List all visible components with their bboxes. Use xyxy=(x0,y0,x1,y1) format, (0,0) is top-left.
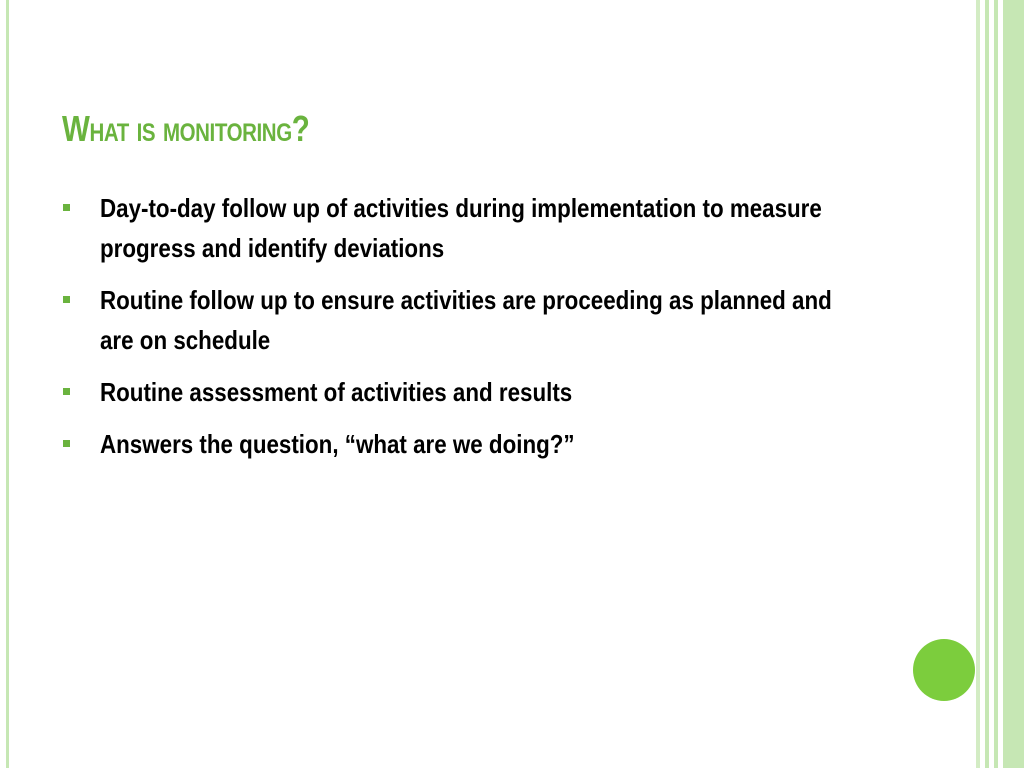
left-border-decoration xyxy=(6,0,9,768)
right-stripe-decoration xyxy=(994,0,998,768)
bullet-item xyxy=(60,280,890,360)
bullet-text: Routine follow up to ensure activities are proceeding as planned and are on schedule xyxy=(100,285,832,355)
bullet-text: Answers the question, “what are we doing?” xyxy=(100,429,575,459)
slide-title: What is monitoring? xyxy=(62,108,310,149)
square-bullet-icon xyxy=(63,440,70,447)
square-bullet-icon xyxy=(63,204,70,211)
bullet-list xyxy=(60,188,890,476)
bullet-text: Routine assessment of activities and results xyxy=(100,377,573,407)
bullet-item xyxy=(60,372,890,412)
right-stripe-decoration xyxy=(985,0,989,768)
bullet-item xyxy=(60,188,890,268)
bullet-item xyxy=(60,424,890,464)
green-circle-decoration xyxy=(913,639,975,701)
bullet-text: Day-to-day follow up of activities during implementation to measure progress and identify deviations xyxy=(100,193,822,263)
right-stripe-decoration xyxy=(1003,0,1024,768)
right-stripe-decoration xyxy=(976,0,980,768)
square-bullet-icon xyxy=(63,388,70,395)
square-bullet-icon xyxy=(63,296,70,303)
